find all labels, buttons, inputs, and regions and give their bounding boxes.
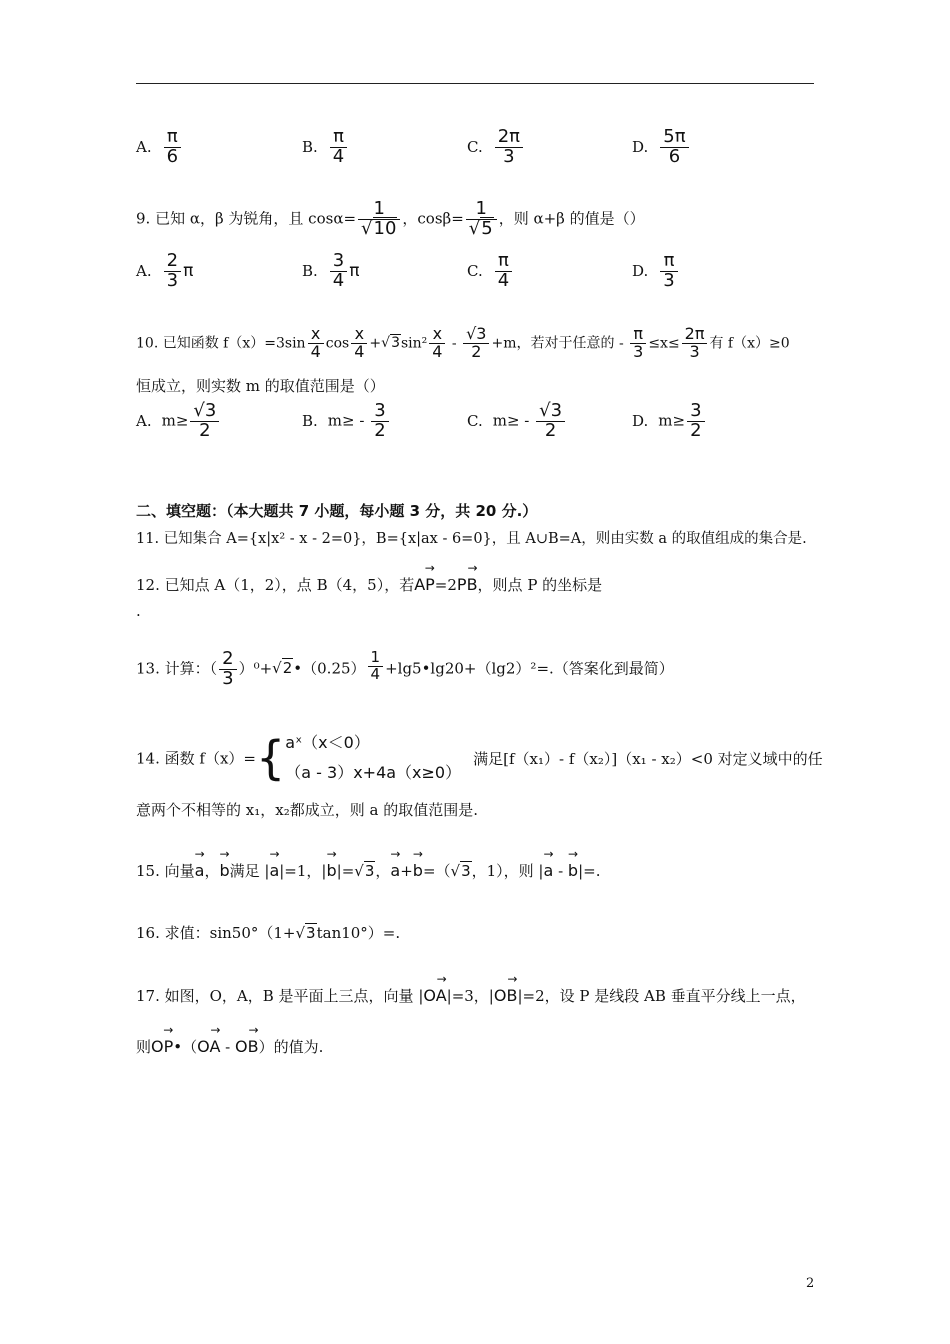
- option-label: B.: [302, 262, 318, 281]
- q9-text: 9. 已知 α，β 为锐角，且 cosα=: [136, 209, 357, 228]
- section-heading: 二、填空题：（本大题共 7 小题，每小题 3 分，共 20 分.）: [136, 502, 538, 520]
- q10-line2: 恒成立，则实数 m 的取值范围是（）: [136, 377, 385, 395]
- numerator: π: [633, 324, 644, 343]
- pi-symbol: π: [183, 261, 194, 282]
- q10-option-a: [136, 402, 221, 441]
- radicand: 3: [306, 924, 316, 942]
- fraction: [351, 326, 367, 361]
- denominator: 3: [495, 147, 523, 167]
- option-label: A.: [136, 412, 152, 431]
- denominator: 2: [687, 421, 704, 441]
- q14: [136, 728, 823, 788]
- denominator: 3: [219, 669, 236, 689]
- q16: [136, 922, 400, 943]
- vector-b: → b: [326, 861, 336, 880]
- option-label: D.: [632, 412, 649, 431]
- q13-text: +lg5•lg20+（lg2）²=.（答案化到最简）: [385, 659, 674, 678]
- q10-text: +m，若对于任意的 -: [491, 335, 629, 352]
- denominator: 3: [682, 343, 708, 361]
- brace-icon: {: [255, 731, 286, 785]
- q15-text: ，: [204, 862, 220, 880]
- numerator: 2π: [497, 126, 521, 147]
- denominator: 4: [495, 271, 512, 291]
- denominator: 4: [368, 666, 384, 683]
- q15-text: +: [400, 862, 413, 880]
- denominator: √10: [358, 219, 400, 239]
- q10-option-b: [302, 402, 391, 441]
- fraction: [466, 200, 497, 239]
- q14-text: 满足[f（x₁）- f（x₂）]（x₁ - x₂）<0 对定义域中的任: [473, 749, 823, 768]
- case-2: （a - 3）x+4a（x≥0）: [285, 763, 462, 782]
- q8-option-a: [136, 128, 183, 167]
- option-prefix: m≥ -: [492, 411, 535, 430]
- numerator: x: [310, 324, 321, 343]
- numerator: √3: [539, 400, 563, 421]
- vector-oa: → OA: [423, 986, 446, 1005]
- q11: 11. 已知集合 A={x|x² - x - 2=0}，B={x|ax - 6=0}，且 A∪B=A，则由实数 a 的取值组成的集合是.: [136, 531, 807, 547]
- q17-text: ）的值为.: [258, 1038, 324, 1056]
- sqrt: √3: [450, 862, 471, 880]
- q10-option-c: [467, 402, 567, 441]
- q14-line2: 意两个不相等的 x₁，x₂都成立，则 a 的取值范围是.: [136, 801, 478, 819]
- q10-text: cos: [325, 335, 350, 352]
- numerator: π: [498, 250, 509, 271]
- radicand: 10: [373, 217, 397, 239]
- numerator: √3: [466, 324, 487, 343]
- numerator: 2: [166, 250, 179, 271]
- q9-option-d: [632, 252, 680, 291]
- numerator: 1: [373, 198, 385, 219]
- q15-text: -: [553, 862, 568, 880]
- vector-pb: → PB: [457, 575, 478, 594]
- piecewise-cases: [285, 728, 461, 788]
- fraction: [330, 252, 347, 291]
- denominator: 3: [660, 271, 677, 291]
- numerator: 1: [475, 198, 487, 219]
- option-prefix: m≥: [658, 411, 686, 430]
- numerator: √3: [193, 400, 217, 421]
- fraction: [660, 128, 688, 167]
- radicand: 5: [481, 217, 493, 239]
- q13-text: 13. 计算：（: [136, 659, 218, 678]
- q16-text: tan10°）=.: [316, 924, 401, 942]
- denominator: 6: [660, 147, 688, 167]
- q15-text: 满足 |: [229, 862, 270, 880]
- sqrt: √3: [381, 335, 400, 352]
- q10-text: ≤x≤: [648, 335, 680, 352]
- q10-text: 10. 已知函数 f（x）=3sin: [136, 335, 306, 352]
- denominator: 4: [308, 343, 324, 361]
- option-label: C.: [467, 138, 483, 157]
- q15-text: ，1），则 |: [471, 862, 544, 880]
- q17-text: |=3，|: [446, 987, 494, 1005]
- fraction: [190, 402, 219, 441]
- q9-text: ，cosβ=: [402, 209, 464, 228]
- option-prefix: m≥: [161, 411, 189, 430]
- q15-text: 15. 向量: [136, 862, 195, 880]
- q9-text: ，则 α+β 的值是（）: [498, 209, 645, 228]
- denominator: 4: [330, 271, 347, 291]
- option-label: A.: [136, 262, 152, 281]
- fraction: [358, 200, 400, 239]
- fraction: [164, 252, 181, 291]
- numerator: 2: [222, 648, 234, 669]
- denominator: 4: [429, 343, 445, 361]
- q10-stem: [136, 326, 790, 361]
- fraction: [536, 402, 565, 441]
- denominator: 3: [164, 271, 181, 291]
- q16-text: 16. 求值：sin50°（1+: [136, 924, 296, 942]
- fraction: [463, 326, 489, 361]
- denominator: 2: [190, 421, 219, 441]
- numerator: 5π: [663, 126, 686, 147]
- option-label: B.: [302, 412, 318, 431]
- vector-ap: → AP: [414, 575, 435, 594]
- denominator: 2: [463, 343, 489, 361]
- numerator: 2π: [684, 324, 705, 343]
- fraction: [371, 402, 388, 441]
- denominator: 3: [630, 343, 646, 361]
- q9-option-c: [467, 252, 514, 291]
- numerator: x: [354, 324, 365, 343]
- vector-b: → b: [219, 861, 229, 880]
- numerator: x: [432, 324, 443, 343]
- q17-line2: [136, 1036, 323, 1057]
- pi-symbol: π: [349, 261, 360, 282]
- vector-op: → OP: [151, 1037, 173, 1056]
- numerator: 3: [374, 400, 386, 421]
- q12-line2: .: [136, 602, 141, 620]
- option-label: A.: [136, 138, 152, 157]
- q15-text: |=1，|: [279, 862, 327, 880]
- q13: [136, 650, 674, 689]
- numerator: 1: [370, 648, 381, 666]
- denominator: 6: [164, 147, 181, 167]
- vector-b: → b: [568, 861, 578, 880]
- q10-text: 有 f（x）≥0: [709, 335, 790, 352]
- fraction: [630, 326, 646, 361]
- q10-text: -: [447, 335, 462, 352]
- q12-text: 12. 已知点 A（1，2），点 B（4，5），若: [136, 576, 415, 594]
- fraction: [687, 402, 704, 441]
- fraction: [429, 326, 445, 361]
- q17-text: 则: [136, 1038, 152, 1056]
- q15: [136, 860, 600, 881]
- fraction: [368, 650, 384, 683]
- q12-text: =2: [434, 576, 457, 594]
- q9-stem: [136, 200, 645, 239]
- numerator: π: [663, 250, 675, 271]
- denominator: 2: [536, 421, 565, 441]
- sqrt: √3: [295, 924, 316, 942]
- page-number: 2: [806, 1276, 815, 1291]
- vector-ob: → OB: [235, 1037, 259, 1056]
- denominator: 4: [351, 343, 367, 361]
- fraction: [682, 326, 708, 361]
- q17-text: -: [220, 1038, 235, 1056]
- q9-option-b: [302, 252, 360, 291]
- fraction: [219, 650, 236, 689]
- option-label: D.: [632, 138, 649, 157]
- q17-text: 17. 如图，O，A，B 是平面上三点，向量 |: [136, 987, 424, 1005]
- q8-option-c: [467, 128, 525, 167]
- numerator: 3: [332, 250, 345, 271]
- q9-option-a: [136, 252, 193, 291]
- option-prefix: m≥ -: [327, 411, 370, 430]
- vector-a: → a: [195, 861, 205, 880]
- radicand: 3: [461, 862, 471, 880]
- vector-a: → a: [269, 861, 279, 880]
- sqrt: √2: [272, 659, 293, 678]
- q15-text: |=.: [578, 862, 601, 880]
- numerator: π: [333, 126, 344, 147]
- option-label: B.: [302, 138, 318, 157]
- q14-text: 14. 函数 f（x）=: [136, 749, 256, 768]
- q10-option-d: [632, 402, 707, 441]
- q8-option-d: [632, 128, 691, 167]
- fraction: [164, 128, 181, 167]
- q13-text: ）⁰+: [238, 659, 273, 678]
- vector-a: → a: [390, 861, 400, 880]
- denominator: √5: [466, 219, 497, 239]
- option-label: D.: [632, 262, 649, 281]
- numerator: 3: [690, 400, 702, 421]
- q10-text: sin²: [400, 335, 428, 352]
- vector-ob: → OB: [494, 986, 518, 1005]
- option-label: C.: [467, 412, 483, 431]
- q13-text: •（0.25）: [293, 659, 366, 678]
- radicand: 3: [364, 862, 375, 880]
- fraction: [495, 128, 523, 167]
- q15-text: ，: [375, 862, 391, 880]
- q10-text: +: [369, 335, 382, 352]
- fraction: [330, 128, 347, 167]
- vector-a: → a: [544, 861, 554, 880]
- fraction: [495, 252, 512, 291]
- q17: [136, 985, 806, 1006]
- q15-text: =（: [422, 862, 451, 880]
- vector-b: → b: [413, 861, 423, 880]
- option-label: C.: [467, 262, 483, 281]
- sqrt: √3: [354, 862, 375, 880]
- q12-text: ，则点 P 的坐标是: [477, 576, 603, 594]
- fraction: [660, 252, 677, 291]
- top-rule: [136, 83, 814, 84]
- radicand: 2: [282, 659, 293, 678]
- denominator: 4: [330, 147, 347, 167]
- q12: [136, 574, 602, 595]
- case-1: aˣ（x＜0）: [285, 733, 370, 752]
- q17-text: •（: [173, 1038, 198, 1056]
- radicand: 3: [391, 335, 400, 352]
- denominator: 2: [371, 421, 388, 441]
- fraction: [308, 326, 324, 361]
- vector-oa: → OA: [197, 1037, 220, 1056]
- q17-text: |=2，设 P 是线段 AB 垂直平分线上一点，: [517, 987, 806, 1005]
- q15-text: |=: [336, 862, 355, 880]
- numerator: π: [166, 126, 178, 147]
- q8-option-b: [302, 128, 349, 167]
